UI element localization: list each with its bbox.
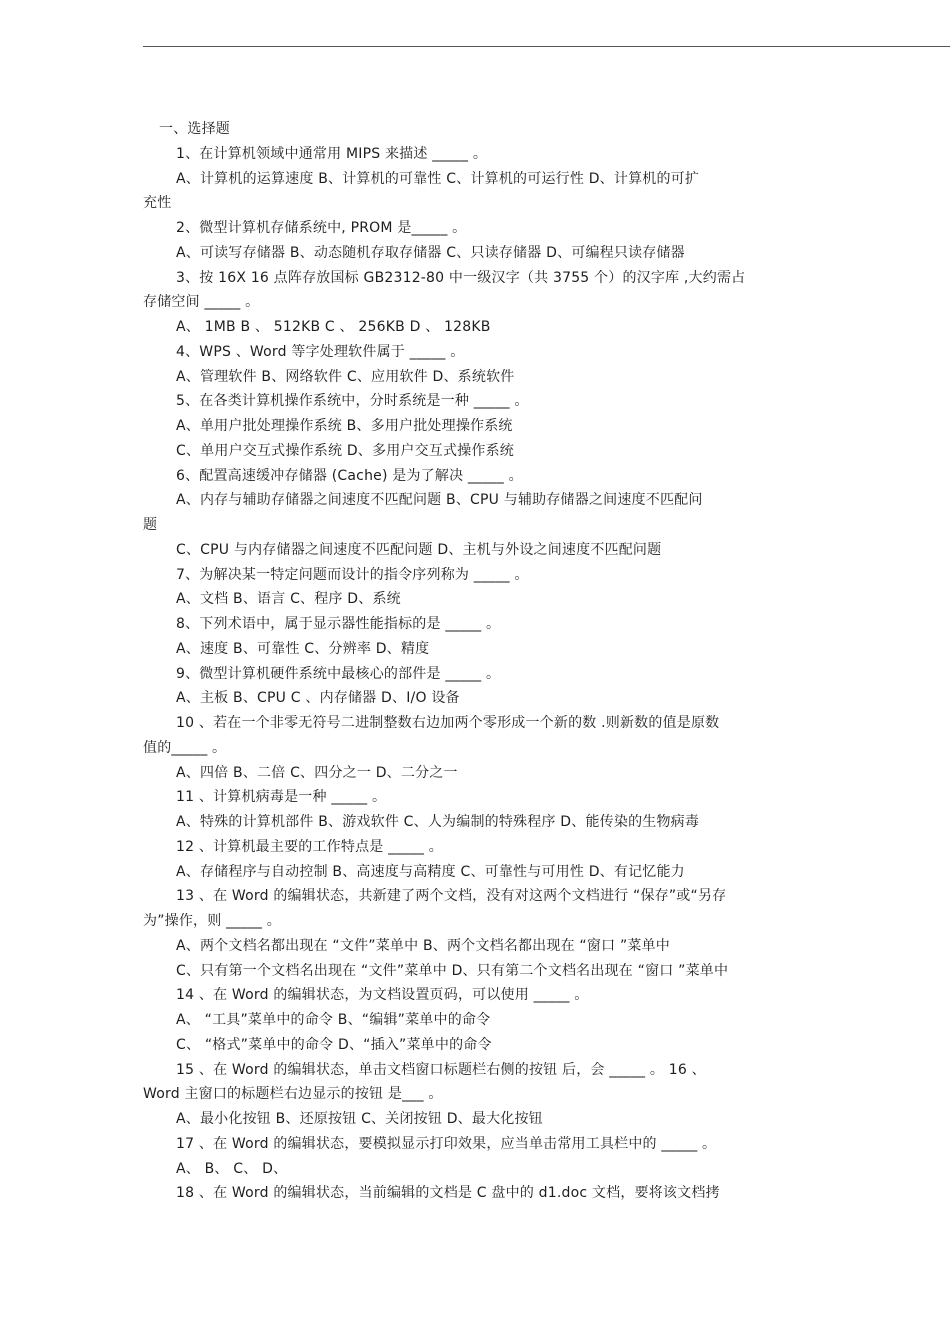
question-6-options-cd: C、CPU 与内存储器之间速度不匹配问题 D、主机与外设之间速度不匹配问题 [176,541,662,558]
question-8: 8、下列术语中，属于显示器性能指标的是 _____ 。 [176,616,501,632]
question-15: 15 、在 Word 的编辑状态，单击文档窗口标题栏右侧的按钮 后，会 _____ 。 16 、 [176,1061,706,1078]
section-heading: 一、选择题 [159,121,230,137]
question-3: 3、按 16X 16 点阵存放国标 GB2312-80 中一级汉字（共 3755 个）的汉字库 ,大约需占 [176,269,746,286]
question-6: 6、配置高速缓冲存储器 (Cache) 是为了解决 _____ 。 [176,467,523,484]
question-10-cont: 值的_____ 。 [143,739,227,756]
question-17: 17 、在 Word 的编辑状态，要模拟显示打印效果，应当单击常用工具栏中的 _____ 。 [176,1135,717,1152]
question-18: 18 、在 Word 的编辑状态，当前编辑的文档是 C 盘中的 d1.doc 文档，要将该文档拷 [176,1185,720,1202]
question-13: 13 、在 Word 的编辑状态，共新建了两个文档，没有对这两个文档进行 “保存”或“另存 [176,888,727,905]
question-6-options-ab: A、内存与辅助存储器之间速度不匹配问题 B、CPU 与辅助存储器之间速度不匹配问 [176,492,703,509]
question-14: 14 、在 Word 的编辑状态，为文档设置页码，可以使用 _____ 。 [176,987,589,1004]
question-10-options: A、四倍 B、二倍 C、四分之一 D、二分之一 [176,764,458,781]
document-body [143,117,803,1206]
question-10: 10 、若在一个非零无符号二进制整数右边加两个零形成一个新的数 .则新数的值是原数 [176,715,720,731]
question-13-options-cd: C、只有第一个文档名出现在 “文件”菜单中 D、只有第二个文档名出现在 “窗口 ”菜单中 [176,962,729,979]
question-7-options: A、文档 B、语言 C、程序 D、系统 [176,591,401,608]
question-3-cont: 存储空间 _____ 。 [143,294,260,311]
question-3-options: A、 1MB B 、 512KB C 、 256KB D 、 128KB [176,319,491,335]
question-6-options-ab-cont: 题 [143,517,158,533]
question-5-options-cd: C、单用户交互式操作系统 D、多用户交互式操作系统 [176,442,515,459]
question-7: 7、为解决某一特定问题而设计的指令序列称为 _____ 。 [176,566,529,583]
question-16-options: A、最小化按钮 B、还原按钮 C、关闭按钮 D、最大化按钮 [176,1111,543,1127]
question-12-options: A、存储程序与自动控制 B、高速度与高精度 C、可靠性与可用性 D、有记忆能力 [176,863,685,880]
question-12: 12 、计算机最主要的工作特点是 _____ 。 [176,838,443,855]
question-9: 9、微型计算机硬件系统中最核心的部件是 _____ 。 [176,665,501,682]
question-9-options: A、主板 B、CPU C 、内存储器 D、I/O 设备 [176,690,460,707]
question-17-options: A、 B、 C、 D、 [176,1160,288,1177]
question-13-options-ab: A、两个文档名都出现在 “文件”菜单中 B、两个文档名都出现在 “窗口 ”菜单中 [176,937,670,954]
question-5-options-ab: A、单用户批处理操作系统 B、多用户批处理操作系统 [176,418,513,434]
question-11-options: A、特殊的计算机部件 B、游戏软件 C、人为编制的特殊程序 D、能传染的生物病毒 [176,814,700,830]
question-14-options-cd: C、 “格式”菜单中的命令 D、“插入”菜单中的命令 [176,1036,492,1053]
question-4: 4、WPS 、Word 等字处理软件属于 _____ 。 [176,343,465,360]
question-14-options-ab: A、 “工具”菜单中的命令 B、“编辑”菜单中的命令 [176,1012,491,1028]
question-8-options: A、速度 B、可靠性 C、分辨率 D、精度 [176,640,430,657]
question-2-options: A、可读写存储器 B、动态随机存取存储器 C、只读存储器 D、可编程只读存储器 [176,244,685,261]
question-5: 5、在各类计算机操作系统中，分时系统是一种 _____ 。 [176,393,529,410]
header-rule [143,46,950,47]
question-4-options: A、管理软件 B、网络软件 C、应用软件 D、系统软件 [176,368,515,385]
question-11: 11 、计算机病毒是一种 _____ 。 [176,789,387,806]
question-1-options-cont: 充性 [143,195,172,212]
question-2: 2、微型计算机存储系统中, PROM 是_____ 。 [176,220,467,236]
question-1-options: A、计算机的运算速度 B、计算机的可靠性 C、计算机的可运行性 D、计算机的可扩 [176,170,700,187]
question-16: Word 主窗口的标题栏右边显示的按钮 是___ 。 [143,1086,443,1103]
question-1: 1、在计算机领域中通常用 MIPS 来描述 _____ 。 [176,145,488,162]
question-13-cont: 为”操作，则 _____ 。 [143,913,281,929]
